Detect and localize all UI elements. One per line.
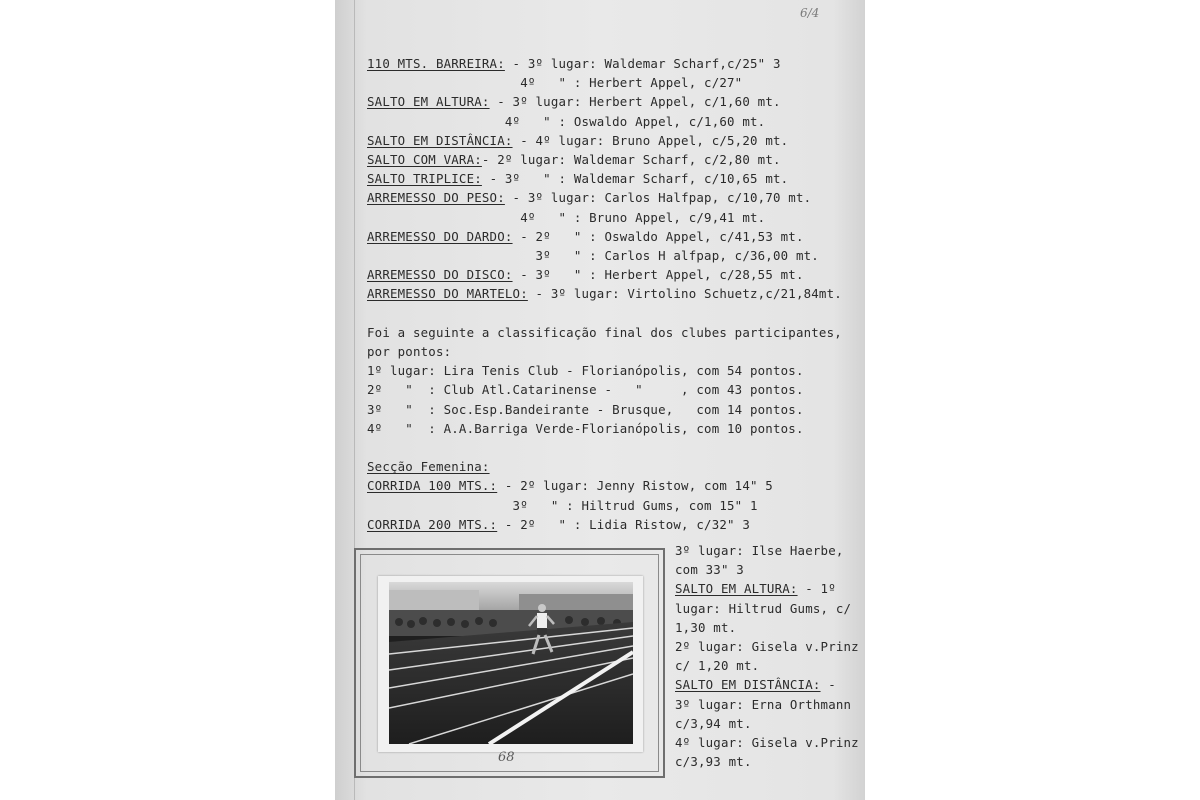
text-line bbox=[367, 517, 750, 533]
text-line bbox=[367, 498, 758, 514]
text-segment: - 3º lugar: Virtolino Schuetz,c/21,84mt. bbox=[527, 286, 842, 302]
side-text-line bbox=[675, 716, 752, 732]
event-heading: ARREMESSO DO MARTELO: bbox=[367, 286, 528, 302]
text-line bbox=[367, 344, 451, 360]
text-segment: com 33" 3 bbox=[675, 562, 744, 578]
side-text-line bbox=[675, 658, 759, 674]
text-line bbox=[367, 210, 765, 226]
text-segment: 1º lugar: Lira Tenis Club - Florianópolis, com 54 pontos. bbox=[367, 363, 804, 379]
text-line bbox=[367, 363, 804, 379]
text-segment: lugar: Hiltrud Gums, c/ bbox=[675, 600, 852, 616]
text-segment: 3º lugar: Erna Orthmann bbox=[675, 696, 852, 712]
text-line bbox=[367, 152, 781, 168]
text-segment: 2º lugar: Gisela v.Prinz bbox=[675, 639, 859, 654]
side-text-line bbox=[675, 562, 744, 578]
text-line bbox=[367, 421, 804, 437]
text-segment: 4º " : Oswaldo Appel, c/1,60 mt. bbox=[367, 113, 766, 129]
event-heading: SALTO EM DISTÂNCIA: bbox=[367, 132, 513, 148]
side-text-line bbox=[675, 639, 859, 655]
event-heading: SALTO EM ALTURA: bbox=[675, 581, 798, 597]
text-line bbox=[367, 267, 804, 283]
text-line bbox=[367, 459, 490, 475]
side-text-line bbox=[675, 620, 736, 636]
text-segment: c/3,93 mt. bbox=[675, 754, 752, 770]
text-line bbox=[367, 325, 842, 341]
text-segment: - 3º " : Herbert Appel, c/28,55 mt. bbox=[512, 267, 804, 283]
text-segment: 3º " : Carlos H alfpap, c/36,00 mt. bbox=[367, 248, 819, 263]
event-heading: SALTO EM ALTURA: bbox=[367, 94, 490, 110]
text-segment: por pontos: bbox=[367, 344, 452, 359]
text-line bbox=[367, 286, 842, 302]
text-segment: 4º " : Herbert Appel, c/27" bbox=[367, 75, 743, 91]
race-photograph-image bbox=[389, 582, 633, 744]
event-heading: ARREMESSO DO DISCO: bbox=[367, 267, 513, 283]
event-heading: CORRIDA 100 MTS.: bbox=[367, 478, 498, 494]
event-heading: ARREMESSO DO DARDO: bbox=[367, 228, 513, 244]
race-photograph bbox=[389, 582, 633, 744]
text-segment: 2º " : Club Atl.Catarinense - " , com 43 pontos. bbox=[367, 382, 804, 398]
text-segment: - 2º " : Oswaldo Appel, c/41,53 mt. bbox=[512, 228, 804, 244]
text-line bbox=[367, 478, 773, 494]
text-segment: 1,30 mt. bbox=[675, 619, 737, 635]
text-segment: - 3º " : Waldemar Scharf, c/10,65 mt. bbox=[481, 171, 789, 187]
text-segment: 4º lugar: Gisela v.Prinz bbox=[675, 735, 859, 750]
event-heading: 110 MTS. BARREIRA: bbox=[367, 56, 505, 71]
text-line bbox=[367, 114, 765, 130]
text-line bbox=[367, 229, 804, 245]
text-line bbox=[367, 133, 788, 149]
event-heading: CORRIDA 200 MTS.: bbox=[367, 516, 498, 532]
side-text-line bbox=[675, 543, 844, 559]
text-segment: 4º " : Bruno Appel, c/9,41 mt. bbox=[367, 209, 766, 225]
text-line bbox=[367, 94, 781, 110]
text-segment: 3º " : Soc.Esp.Bandeirante - Brusque, com 14 pontos. bbox=[367, 401, 804, 417]
side-text-line bbox=[675, 735, 859, 751]
text-segment: - 2º lugar: Jenny Ristow, com 14" 5 bbox=[497, 478, 773, 494]
text-line bbox=[367, 248, 819, 264]
text-line bbox=[367, 382, 804, 398]
event-heading: SALTO COM VARA: bbox=[367, 152, 482, 167]
text-segment: 4º " : A.A.Barriga Verde-Florianópolis, com 10 pontos. bbox=[367, 420, 804, 436]
photo-caption: 68 bbox=[498, 750, 515, 765]
text-line bbox=[367, 56, 781, 72]
text-segment: - 4º lugar: Bruno Appel, c/5,20 mt. bbox=[512, 132, 789, 148]
text-segment: - 3º lugar: Carlos Halfpap, c/10,70 mt. bbox=[504, 190, 812, 206]
text-segment: - 2º lugar: Waldemar Scharf, c/2,80 mt. bbox=[481, 152, 781, 167]
event-heading: ARREMESSO DO PESO: bbox=[367, 190, 505, 206]
text-line bbox=[367, 171, 788, 187]
document-page bbox=[335, 0, 865, 800]
text-segment: - 3º lugar: Herbert Appel, c/1,60 mt. bbox=[489, 94, 781, 110]
side-text-line bbox=[675, 754, 752, 770]
text-segment: c/3,94 mt. bbox=[675, 715, 752, 731]
side-text-line bbox=[675, 601, 851, 617]
text-segment: 3º " : Hiltrud Gums, com 15" 1 bbox=[367, 497, 758, 513]
text-segment: - 2º " : Lidia Ristow, c/32" 3 bbox=[497, 516, 750, 532]
event-heading: SALTO EM DISTÂNCIA: bbox=[675, 677, 821, 693]
text-segment: 3º lugar: Ilse Haerbe, bbox=[675, 543, 844, 558]
text-line bbox=[367, 190, 811, 206]
text-segment: - bbox=[820, 677, 836, 693]
side-text-line bbox=[675, 697, 851, 713]
event-heading: Secção Femenina: bbox=[367, 459, 490, 475]
page-number: 6/4 bbox=[800, 6, 820, 20]
event-heading: SALTO TRIPLICE: bbox=[367, 171, 482, 187]
text-line bbox=[367, 402, 804, 418]
text-line bbox=[367, 75, 742, 91]
text-segment: c/ 1,20 mt. bbox=[675, 658, 760, 674]
text-segment: - 3º lugar: Waldemar Scharf,c/25" 3 bbox=[504, 56, 781, 71]
text-segment: - 1º bbox=[797, 581, 836, 597]
text-segment: Foi a seguinte a classificação final dos clubes participantes, bbox=[367, 324, 842, 340]
side-text-line bbox=[675, 677, 836, 693]
side-text-line bbox=[675, 581, 836, 597]
